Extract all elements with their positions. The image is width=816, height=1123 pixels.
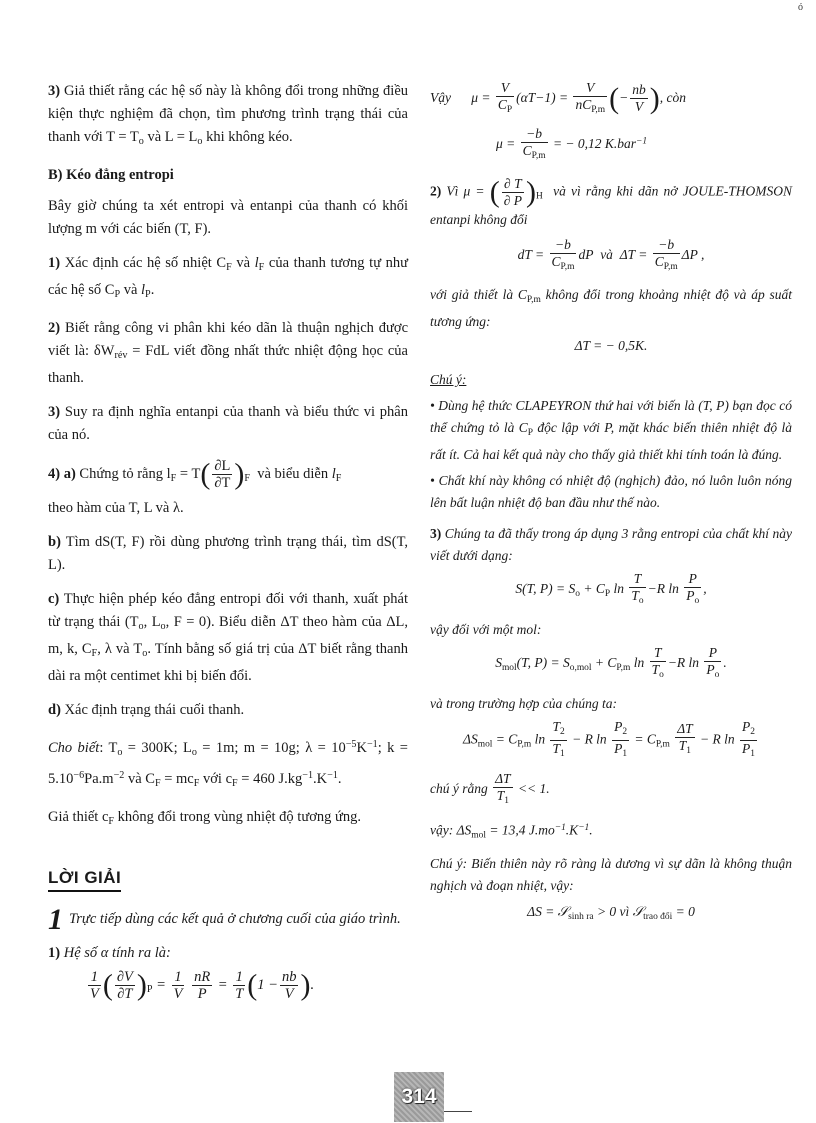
small-ratio-note: chú ý rằng $\frac{\Delta T}{T_1}$ << 1.: [430, 771, 550, 807]
entropy-mol-equation: $S_{mol}(T$, $P) = S_{o,mol} + C_{P,m}$ ln $\frac{T}{T_o}$ −R ln $\frac{P}{P_o}$ .: [495, 644, 727, 680]
mu-equation-2: μ = $\frac{-b}{C_{P,m}}$ = − 0,12 K.bar$^{-1}$: [496, 125, 648, 161]
final-note: Chú ý: Biến thiên này rõ ràng là dương vì sự dãn là không thuận nghịch và đoạn nhiệt, vậy:: [430, 855, 792, 893]
given-data: Cho biết: $T_o = 300K$; $L_o = 1m$; m = 10g; $\lambda = 10^{-5}K^{-1}$; $k = 5.10^{-6}Pa.m^{-2}$ và $C_F = mc_F$ với $c_F = 460$ $J.kg^{-1}.K^{-1}$.: [48, 739, 408, 790]
corner-mark: ó: [798, 2, 803, 13]
mu-equation-1: Vậy μ = $\frac{V}{C_P}$ (αT−1) = $\frac{V}{nC_{P,m}}$ (− $\frac{nb}{V}$ ), còn: [430, 80, 687, 115]
dt-equation: dT = $\frac{-b}{C_{P,m}}$ dP và ΔT = $\frac{-b}{C_{P,m}}$ ΔP ,: [517, 236, 705, 272]
question-4a: 4) a) Chứng tỏ rằng $l_F = T$( $\frac{\partial L}{\partial T}$ )$_F$ và biểu diễn $l_F$: [48, 457, 342, 492]
question-3: 3) Giả thiết rằng các hệ số này là không đổi trong những điều kiện thực nghiệm đã chọn, tìm phương trình trạng thái của thanh với $T = T_o$ và $L = L_o$ khi không kéo.: [48, 83, 409, 148]
delta-s-equation: $\Delta S_{mol} = C_{P,m}$ ln $\frac{T_2}{T_1}$ − R ln $\frac{P_2}{P_1}$ = $C_{P,m}$ $\frac{\Delta T}{T_1}$ − R ln $\frac{P_2}{P_1}$: [463, 718, 755, 759]
solution-intro: 1 Trực tiếp dùng các kết quả ở chương cuối của giáo trình.: [48, 903, 401, 937]
case-text: và trong trường hợp của chúng ta:: [430, 695, 618, 711]
final-equation: ΔS = 𝒮$_{sinh ra}$ > 0 vì 𝒮$_{trao đổi}$ = 0: [527, 903, 695, 922]
note-heading: Chú ý:: [430, 372, 467, 388]
question-1: 1) Xác định các hệ số nhiệt $C_F$ và $l_F$ của thanh tương tự như các hệ số $C_P$ và $l_P$.: [48, 255, 409, 301]
per-mol-text: vậy đối với một mol:: [430, 621, 542, 637]
page-number-rule: [444, 1111, 472, 1112]
entropy-equation: S(T, $P) = S_o + C_P$ ln $\frac{T}{T_o}$ −R ln $\frac{P}{P_o}$ ,: [515, 571, 707, 606]
dl-dt-fraction: $\frac{\partial L}{\partial T}$: [214, 458, 231, 492]
note-bullet-2: • Chất khí này không có nhiệt độ (nghịch) đảo, nó luôn luôn nóng lên bất luận nhiệt độ ban đầu như thế nào.: [430, 473, 792, 511]
solution-3: 3) Chúng ta đã thấy trong áp dụng 3 rằng entropi của chất khí này viết dưới dạng:: [430, 526, 792, 564]
solution-2: 2) Vì μ = ( $\frac{\partial T}{\partial P}$ )$_H$ và vì rằng khi dãn nở JOULE-THOMSON entanpi không đổi: [430, 175, 793, 227]
page-number-badge: [394, 1072, 444, 1122]
question-3b: 3) Suy ra định nghĩa entanpi của thanh và biểu thức vi phân của nó.: [48, 404, 408, 444]
alpha-equation: $\frac{1}{V}$ ( $\frac{\partial V}{\partial T}$ )$_P$ = $\frac{1}{V}$ $\frac{nR}{P}$ = $\frac{1}{T}$ (1 − $\frac{nb}{V}$ ).: [90, 968, 315, 1003]
question-4b: b) Tìm dS(T, F) rồi dùng phương trình trạng thái, tìm dS(T, L).: [48, 534, 409, 574]
solution-number: 1: [48, 903, 63, 937]
delta-s-result: vậy: $\Delta S_{mol} = 13,4$ $J.mo^{-1}.K^{-1}$.: [430, 823, 593, 841]
section-intro: Bây giờ chúng ta xét entropi và entanpi của thanh có khối lượng m với các biến (T, F).: [48, 198, 408, 238]
cp-assumption: với giả thiết là $C_{P,m}$ không đổi trong khoảng nhiệt độ và áp suất tương ứng:: [430, 287, 792, 330]
question-4a-cont: theo hàm của T, L và λ.: [48, 500, 184, 517]
assumption: Giả thiết $c_F$ không đổi trong vùng nhiệt độ tương ứng.: [48, 809, 361, 828]
right-column: [430, 80, 792, 928]
question-2: 2) Biết rằng công vi phân khi kéo dãn là thuận nghịch được viết là: $\delta W_{rév}$ = FdL viết đồng nhất thức nhiệt động học của thanh.: [48, 320, 409, 387]
section-heading-b: B) Kéo đẳng entropi: [48, 167, 174, 184]
note-bullet-1: • Dùng hệ thức CLAPEYRON thứ hai với biến là (T, P) bạn đọc có thể chứng tỏ là $C_P$ độc lập với P, mặt khác biến thiên nhiệt độ là rất ít. Cả hai kết quả này cho thấy giả thiết khi tính toán là đúng.: [430, 398, 792, 463]
solution-1: 1) Hệ số α tính ra là:: [48, 945, 171, 962]
question-4d: d) Xác định trạng thái cuối thanh.: [48, 702, 245, 719]
page-number: 314: [401, 1085, 437, 1108]
solution-heading: LỜI GIẢI: [48, 866, 121, 892]
question-4c: c) Thực hiện phép kéo đẳng entropi đối với thanh, xuất phát từ trạng thái ($T_o$, $L_o$, F = 0). Biểu diễn ΔT theo hàm của ΔL, m, k, $C_F$, λ và $T_o$. Tính bằng số giá trị của ΔT biết rằng thanh dài ra một centimet khi bị biến đổi.: [48, 591, 409, 685]
dt-result: ΔT = − 0,5K.: [574, 338, 648, 354]
left-column: [48, 80, 408, 1002]
